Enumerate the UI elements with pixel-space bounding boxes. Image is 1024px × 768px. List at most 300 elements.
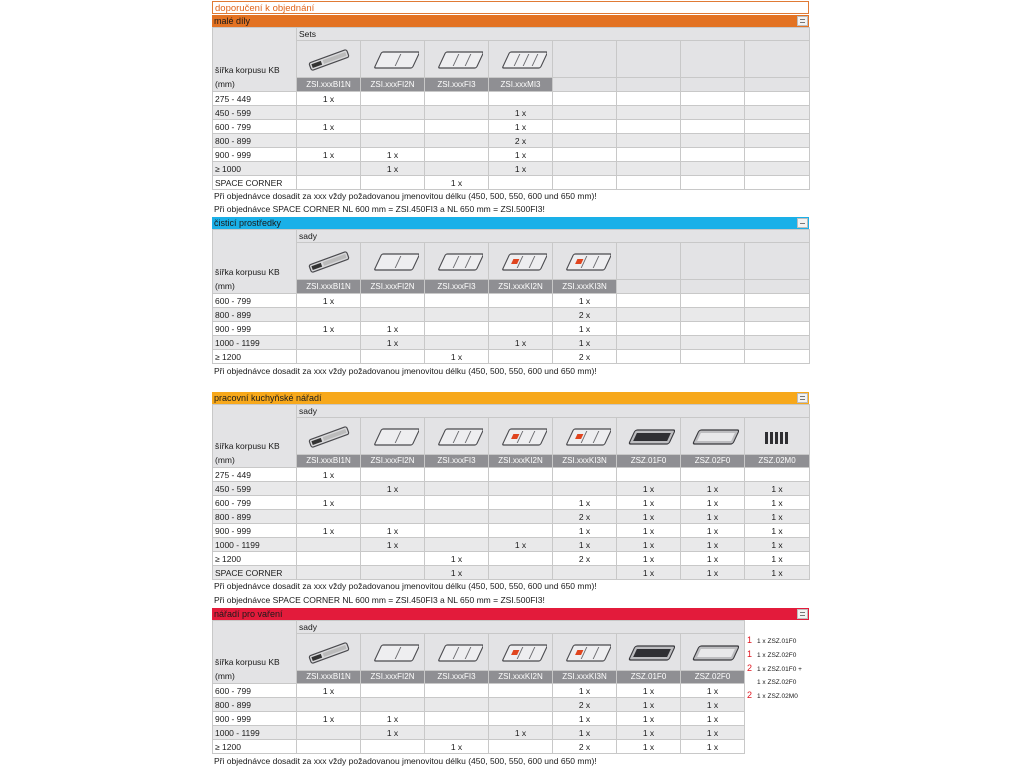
- row-label: ≥ 1200: [213, 740, 297, 754]
- quantity-cell: 1 x: [745, 510, 810, 524]
- empty-cell: [745, 134, 810, 148]
- quantity-cell: [489, 350, 553, 364]
- quantity-cell: 1 x: [489, 538, 553, 552]
- legend-text: 1 x ZSZ.02F0: [757, 652, 797, 659]
- quantity-cell: 1 x: [361, 336, 425, 350]
- product-code: ZSI.xxxMI3: [489, 78, 553, 92]
- quantity-cell: 1 x: [425, 740, 489, 754]
- quantity-cell: [745, 468, 810, 482]
- product-code: ZSI.xxxFI3: [425, 671, 489, 684]
- quantity-cell: [297, 336, 361, 350]
- quantity-cell: 2 x: [553, 510, 617, 524]
- quantity-cell: 1 x: [745, 482, 810, 496]
- quantity-cell: 1 x: [617, 740, 681, 754]
- quantity-cell: [425, 120, 489, 134]
- note-length: Při objednávce dosadit za xxx vždy požadovanou jmenovitou délku (450, 500, 550, 600 und 650 mm)!: [214, 581, 597, 591]
- quantity-cell: 1 x: [681, 712, 745, 726]
- row-label: 1000 - 1199: [213, 336, 297, 350]
- small-parts-icon: [797, 16, 808, 26]
- quantity-cell: 1 x: [745, 496, 810, 510]
- row-label: 900 - 999: [213, 322, 297, 336]
- note-space-corner: Při objednávce SPACE CORNER NL 600 mm = ZSI.450FI3 a NL 650 mm = ZSI.500FI3!: [214, 204, 545, 214]
- product-image: [553, 634, 617, 671]
- quantity-cell: [489, 698, 553, 712]
- quantity-cell: 1 x: [617, 726, 681, 740]
- product-code: ZSI.xxxKI2N: [489, 671, 553, 684]
- quantity-cell: 1 x: [617, 698, 681, 712]
- product-image: [553, 418, 617, 455]
- empty-cell: [745, 308, 810, 322]
- quantity-cell: [489, 684, 553, 698]
- quantity-cell: 1 x: [361, 162, 425, 176]
- product-images-row: [213, 243, 810, 280]
- quantity-cell: [489, 308, 553, 322]
- product-code: ZSI.xxxKI3N: [553, 671, 617, 684]
- quantity-cell: [297, 538, 361, 552]
- empty-cell: [681, 92, 745, 106]
- product-image: [489, 243, 553, 280]
- row-header-line-1: šířka korpusu KB: [215, 657, 280, 667]
- row-label: SPACE CORNER: [213, 176, 297, 190]
- quantity-cell: 1 x: [553, 336, 617, 350]
- legend: [747, 634, 802, 703]
- quantity-cell: 1 x: [361, 482, 425, 496]
- product-code: ZSI.xxxBI1N: [297, 280, 361, 294]
- quantity-cell: 1 x: [361, 524, 425, 538]
- empty-cell: [617, 350, 681, 364]
- quantity-cell: 1 x: [617, 552, 681, 566]
- quantity-cell: 1 x: [553, 294, 617, 308]
- sets-label: Sets: [297, 28, 810, 41]
- quantity-cell: [425, 134, 489, 148]
- quantity-cell: [489, 552, 553, 566]
- empty-cell: [681, 350, 745, 364]
- product-images-row: [213, 418, 810, 455]
- note-length: Při objednávce dosadit za xxx vždy požadovanou jmenovitou délku (450, 500, 550, 600 und 650 mm)!: [214, 191, 597, 201]
- product-code: ZSI.xxxBI1N: [297, 78, 361, 92]
- note-space-corner: Při objednávce SPACE CORNER NL 600 mm = ZSI.450FI3 a NL 650 mm = ZSI.500FI3!: [214, 595, 545, 605]
- quantity-cell: 1 x: [553, 712, 617, 726]
- legend-item: [747, 662, 802, 676]
- sets-label: sady: [297, 621, 745, 634]
- quantity-cell: 1 x: [617, 524, 681, 538]
- quantity-cell: 1 x: [553, 684, 617, 698]
- quantity-cell: 1 x: [361, 322, 425, 336]
- product-code: ZSZ.01F0: [617, 671, 681, 684]
- product-code: ZSI.xxxFI2N: [361, 671, 425, 684]
- quantity-cell: 1 x: [681, 684, 745, 698]
- legend-text: 1 x ZSZ.02M0: [757, 693, 798, 700]
- quantity-cell: 1 x: [297, 120, 361, 134]
- table-cooking-tools: [212, 620, 745, 754]
- quantity-cell: 1 x: [361, 148, 425, 162]
- row-label: 275 - 449: [213, 92, 297, 106]
- table-row: [213, 134, 810, 148]
- quantity-cell: 1 x: [297, 712, 361, 726]
- quantity-cell: [297, 350, 361, 364]
- row-label: 600 - 799: [213, 294, 297, 308]
- table-row: [213, 712, 745, 726]
- empty-product-slot: [617, 41, 681, 78]
- product-image: [681, 418, 745, 455]
- quantity-cell: 1 x: [489, 148, 553, 162]
- quantity-cell: [489, 566, 553, 580]
- quantity-cell: [297, 134, 361, 148]
- row-label: SPACE CORNER: [213, 566, 297, 580]
- quantity-cell: 1 x: [617, 712, 681, 726]
- product-image: [489, 418, 553, 455]
- product-image: [361, 634, 425, 671]
- empty-cell: [681, 322, 745, 336]
- sets-header-row: [213, 621, 745, 634]
- product-image: [617, 418, 681, 455]
- product-image: [553, 243, 617, 280]
- row-label: 800 - 899: [213, 308, 297, 322]
- quantity-cell: [297, 552, 361, 566]
- empty-cell: [745, 148, 810, 162]
- row-header-line-2: (mm): [215, 79, 235, 89]
- quantity-cell: [361, 294, 425, 308]
- product-code: ZSI.xxxKI2N: [489, 455, 553, 468]
- row-header-label: [213, 621, 297, 684]
- quantity-cell: 1 x: [681, 496, 745, 510]
- quantity-cell: 1 x: [425, 176, 489, 190]
- table-row: [213, 322, 810, 336]
- quantity-cell: 1 x: [553, 496, 617, 510]
- table-row: [213, 510, 810, 524]
- quantity-cell: 1 x: [553, 726, 617, 740]
- quantity-cell: 1 x: [745, 566, 810, 580]
- quantity-cell: [425, 162, 489, 176]
- quantity-cell: [489, 92, 553, 106]
- section-title: pracovní kuchyňské nářadí: [214, 393, 322, 403]
- quantity-cell: [425, 106, 489, 120]
- empty-cell: [681, 336, 745, 350]
- row-header-line-1: šířka korpusu KB: [215, 65, 280, 75]
- product-code: ZSI.xxxBI1N: [297, 455, 361, 468]
- quantity-cell: 1 x: [617, 510, 681, 524]
- quantity-cell: [425, 294, 489, 308]
- row-label: ≥ 1000: [213, 162, 297, 176]
- empty-cell: [745, 350, 810, 364]
- quantity-cell: [361, 496, 425, 510]
- quantity-cell: [489, 740, 553, 754]
- empty-cell: [681, 294, 745, 308]
- quantity-cell: [361, 684, 425, 698]
- quantity-cell: [361, 92, 425, 106]
- table-row: [213, 148, 810, 162]
- row-header-line-1: šířka korpusu KB: [215, 441, 280, 451]
- quantity-cell: 1 x: [745, 524, 810, 538]
- legend-item: [747, 648, 802, 662]
- empty-cell: [617, 322, 681, 336]
- quantity-cell: [425, 684, 489, 698]
- quantity-cell: 1 x: [553, 322, 617, 336]
- quantity-cell: [617, 468, 681, 482]
- empty-cell: [617, 294, 681, 308]
- quantity-cell: 1 x: [681, 538, 745, 552]
- quantity-cell: [425, 322, 489, 336]
- empty-cell: [553, 106, 617, 120]
- quantity-cell: [425, 510, 489, 524]
- empty-cell: [553, 120, 617, 134]
- product-image: [425, 418, 489, 455]
- empty-cell: [681, 148, 745, 162]
- empty-cell: [745, 120, 810, 134]
- empty-product-code: [553, 78, 617, 92]
- quantity-cell: [425, 468, 489, 482]
- legend-item: [747, 634, 802, 648]
- quantity-cell: [297, 698, 361, 712]
- table-row: [213, 106, 810, 120]
- quantity-cell: [361, 134, 425, 148]
- table-row: [213, 294, 810, 308]
- quantity-cell: [297, 482, 361, 496]
- table-row: [213, 740, 745, 754]
- quantity-cell: [361, 552, 425, 566]
- quantity-cell: 2 x: [489, 134, 553, 148]
- legend-item: [747, 689, 802, 703]
- quantity-cell: 1 x: [617, 566, 681, 580]
- row-header-line-2: (mm): [215, 455, 235, 465]
- quantity-cell: [489, 482, 553, 496]
- quantity-cell: [361, 510, 425, 524]
- table-cleaning: [212, 229, 810, 364]
- quantity-cell: 1 x: [489, 120, 553, 134]
- table-row: [213, 496, 810, 510]
- product-code: ZSZ.02F0: [681, 671, 745, 684]
- quantity-cell: [297, 510, 361, 524]
- section-bar-cooking-tools: [212, 608, 809, 620]
- section-title: malé díly: [214, 16, 251, 26]
- section-bar-small-parts: [212, 15, 809, 27]
- product-code: ZSI.xxxFI2N: [361, 455, 425, 468]
- row-label: 900 - 999: [213, 148, 297, 162]
- quantity-cell: 1 x: [297, 496, 361, 510]
- table-row: [213, 726, 745, 740]
- empty-product-code: [681, 78, 745, 92]
- product-image: [297, 418, 361, 455]
- row-label: 900 - 999: [213, 524, 297, 538]
- row-label: 275 - 449: [213, 468, 297, 482]
- quantity-cell: [361, 120, 425, 134]
- cooking-tools-icon: [797, 609, 808, 619]
- product-code: ZSI.xxxKI3N: [553, 280, 617, 294]
- quantity-cell: [425, 538, 489, 552]
- quantity-cell: 1 x: [297, 322, 361, 336]
- row-label: 600 - 799: [213, 496, 297, 510]
- quantity-cell: [297, 106, 361, 120]
- quantity-cell: [425, 712, 489, 726]
- empty-cell: [745, 176, 810, 190]
- empty-cell: [745, 322, 810, 336]
- quantity-cell: 2 x: [553, 552, 617, 566]
- quantity-cell: [361, 566, 425, 580]
- product-image: [745, 418, 810, 455]
- product-image: [425, 41, 489, 78]
- empty-product-code: [745, 78, 810, 92]
- table-row: [213, 468, 810, 482]
- quantity-cell: [425, 698, 489, 712]
- page-title: doporučení k objednání: [212, 1, 809, 14]
- quantity-cell: [361, 176, 425, 190]
- quantity-cell: 1 x: [489, 106, 553, 120]
- quantity-cell: [361, 698, 425, 712]
- quantity-cell: 1 x: [681, 740, 745, 754]
- empty-cell: [617, 120, 681, 134]
- quantity-cell: 1 x: [617, 538, 681, 552]
- empty-product-code: [681, 280, 745, 294]
- quantity-cell: 1 x: [489, 162, 553, 176]
- table-row: [213, 552, 810, 566]
- quantity-cell: [297, 162, 361, 176]
- section-bar-cleaning: [212, 217, 809, 229]
- quantity-cell: 1 x: [681, 566, 745, 580]
- quantity-cell: [489, 468, 553, 482]
- empty-product-slot: [681, 243, 745, 280]
- cleaning-icon: [797, 218, 808, 228]
- quantity-cell: [489, 510, 553, 524]
- quantity-cell: [553, 468, 617, 482]
- quantity-cell: [489, 712, 553, 726]
- empty-cell: [681, 308, 745, 322]
- quantity-cell: 1 x: [553, 538, 617, 552]
- row-label: ≥ 1200: [213, 350, 297, 364]
- product-code: ZSI.xxxFI2N: [361, 78, 425, 92]
- quantity-cell: 1 x: [297, 684, 361, 698]
- quantity-cell: 1 x: [617, 482, 681, 496]
- row-header-label: [213, 28, 297, 92]
- product-code: ZSZ.02F0: [681, 455, 745, 468]
- product-code: ZSI.xxxFI3: [425, 78, 489, 92]
- product-image: [361, 418, 425, 455]
- row-header-line-2: (mm): [215, 671, 235, 681]
- quantity-cell: 1 x: [681, 524, 745, 538]
- quantity-cell: [361, 468, 425, 482]
- empty-cell: [617, 308, 681, 322]
- empty-product-slot: [553, 41, 617, 78]
- empty-cell: [617, 176, 681, 190]
- product-code: ZSZ.01F0: [617, 455, 681, 468]
- product-image: [361, 41, 425, 78]
- quantity-cell: 1 x: [681, 552, 745, 566]
- table-row: [213, 176, 810, 190]
- product-codes-row: [213, 78, 810, 92]
- section-bar-kitchen-tools: [212, 392, 809, 404]
- product-image: [361, 243, 425, 280]
- quantity-cell: 1 x: [297, 294, 361, 308]
- empty-cell: [681, 106, 745, 120]
- table-row: [213, 684, 745, 698]
- row-label: 450 - 599: [213, 482, 297, 496]
- quantity-cell: 1 x: [361, 538, 425, 552]
- empty-cell: [553, 92, 617, 106]
- empty-cell: [617, 162, 681, 176]
- quantity-cell: 1 x: [617, 496, 681, 510]
- row-label: 1000 - 1199: [213, 538, 297, 552]
- product-image: [425, 243, 489, 280]
- quantity-cell: [489, 294, 553, 308]
- row-header-line-2: (mm): [215, 281, 235, 291]
- quantity-cell: 1 x: [489, 336, 553, 350]
- table-row: [213, 566, 810, 580]
- quantity-cell: 1 x: [745, 552, 810, 566]
- empty-product-slot: [617, 243, 681, 280]
- row-label: 450 - 599: [213, 106, 297, 120]
- quantity-cell: [425, 726, 489, 740]
- row-label: 800 - 899: [213, 510, 297, 524]
- row-label: 600 - 799: [213, 120, 297, 134]
- legend-text: 1 x ZSZ.02F0: [757, 679, 797, 686]
- legend-number: 1: [747, 635, 753, 645]
- empty-product-slot: [681, 41, 745, 78]
- kitchen-tools-icon: [797, 393, 808, 403]
- empty-cell: [745, 162, 810, 176]
- empty-product-code: [745, 280, 810, 294]
- quantity-cell: [297, 740, 361, 754]
- table-row: [213, 524, 810, 538]
- product-code: ZSI.xxxFI3: [425, 280, 489, 294]
- product-code: ZSI.xxxKI3N: [553, 455, 617, 468]
- quantity-cell: [297, 176, 361, 190]
- quantity-cell: 1 x: [745, 538, 810, 552]
- table-row: [213, 308, 810, 322]
- empty-cell: [745, 336, 810, 350]
- product-image: [297, 243, 361, 280]
- product-code: ZSZ.02M0: [745, 455, 810, 468]
- row-label: ≥ 1200: [213, 552, 297, 566]
- quantity-cell: [297, 566, 361, 580]
- sets-header-row: [213, 28, 810, 41]
- product-code: ZSI.xxxFI2N: [361, 280, 425, 294]
- row-header-line-1: šířka korpusu KB: [215, 267, 280, 277]
- quantity-cell: 1 x: [553, 524, 617, 538]
- quantity-cell: 1 x: [425, 350, 489, 364]
- table-row: [213, 698, 745, 712]
- empty-cell: [617, 92, 681, 106]
- quantity-cell: [425, 336, 489, 350]
- quantity-cell: 1 x: [425, 566, 489, 580]
- quantity-cell: 1 x: [681, 698, 745, 712]
- row-label: 600 - 799: [213, 684, 297, 698]
- sets-label: sady: [297, 230, 810, 243]
- table-row: [213, 350, 810, 364]
- empty-cell: [681, 120, 745, 134]
- row-header-label: [213, 230, 297, 294]
- product-image: [489, 634, 553, 671]
- product-images-row: [213, 41, 810, 78]
- quantity-cell: 1 x: [425, 552, 489, 566]
- row-header-label: [213, 405, 297, 468]
- legend-number: 2: [747, 690, 753, 700]
- quantity-cell: [425, 148, 489, 162]
- row-label: 800 - 899: [213, 698, 297, 712]
- product-image: [297, 634, 361, 671]
- quantity-cell: [425, 496, 489, 510]
- empty-cell: [617, 134, 681, 148]
- quantity-cell: [553, 482, 617, 496]
- table-row: [213, 162, 810, 176]
- quantity-cell: [425, 92, 489, 106]
- product-image: [297, 41, 361, 78]
- empty-cell: [681, 134, 745, 148]
- product-image: [489, 41, 553, 78]
- quantity-cell: [297, 726, 361, 740]
- note-length: Při objednávce dosadit za xxx vždy požadovanou jmenovitou délku (450, 500, 550, 600 und 650 mm)!: [214, 366, 597, 376]
- quantity-cell: [489, 524, 553, 538]
- quantity-cell: 1 x: [681, 726, 745, 740]
- empty-cell: [681, 176, 745, 190]
